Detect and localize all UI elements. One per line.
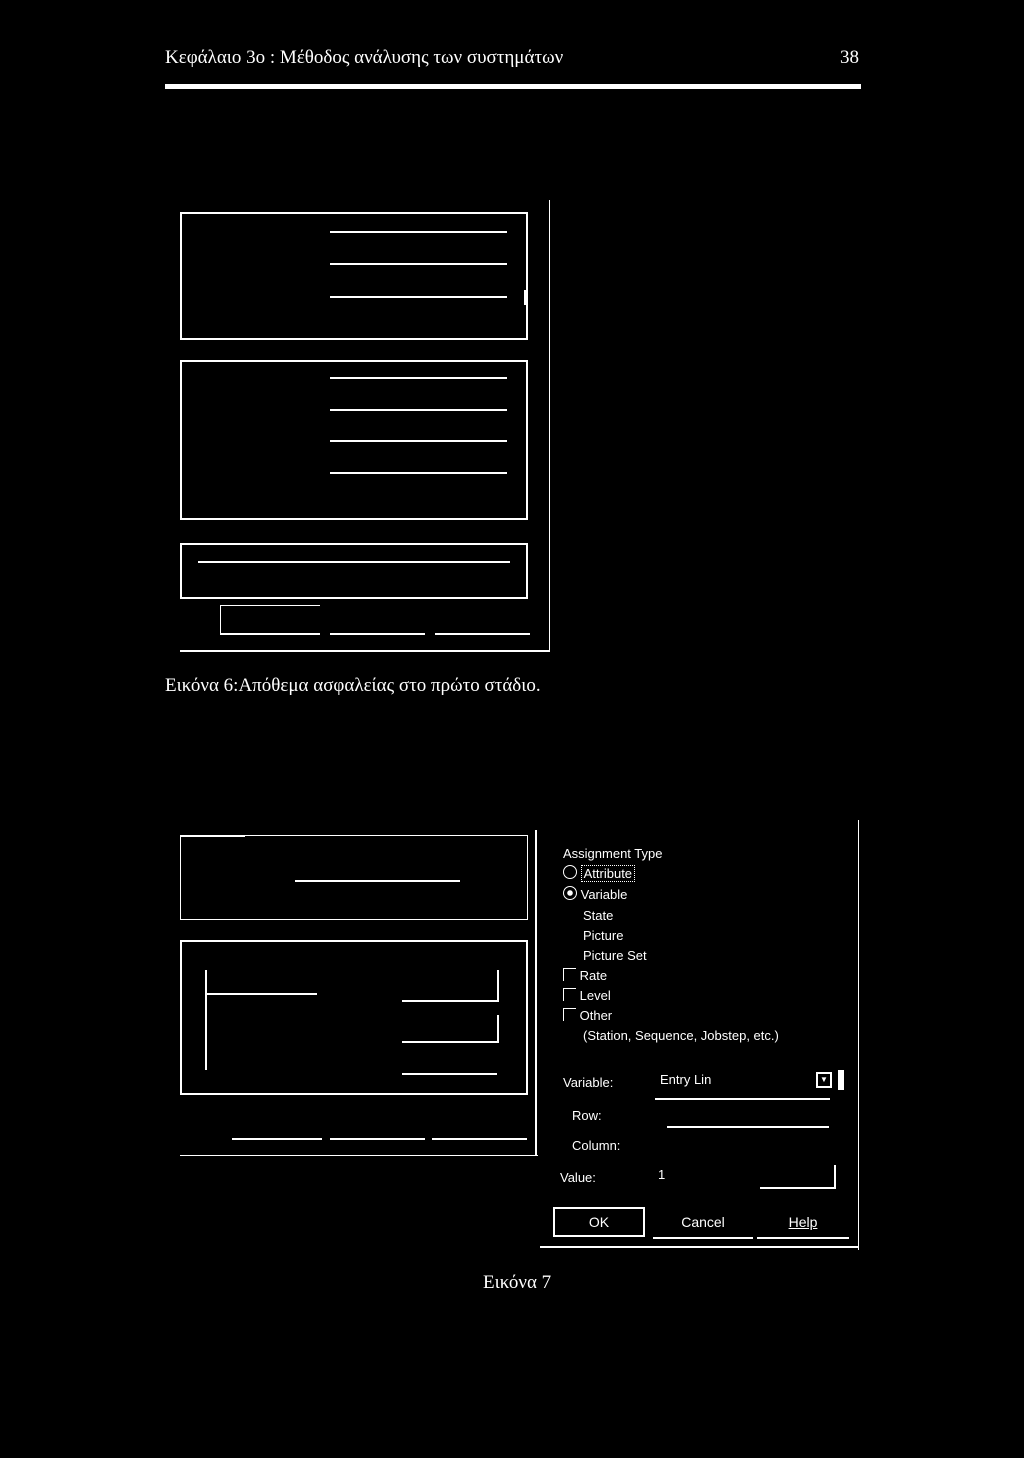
radio-attribute[interactable] bbox=[563, 865, 577, 879]
option-picture-set[interactable]: Picture Set bbox=[583, 948, 647, 963]
help-button[interactable]: Help bbox=[757, 1207, 849, 1239]
variable-select[interactable] bbox=[658, 1070, 846, 1092]
ok-button[interactable]: OK bbox=[553, 1207, 645, 1237]
row-input[interactable] bbox=[667, 1126, 829, 1128]
value-label: Value: bbox=[560, 1170, 596, 1185]
figure-6-image bbox=[180, 200, 550, 652]
option-state[interactable]: State bbox=[583, 908, 614, 923]
header-rule bbox=[165, 84, 861, 89]
column-label: Column: bbox=[572, 1138, 621, 1153]
chevron-down-icon[interactable]: ▼ bbox=[816, 1072, 832, 1088]
assignment-type-title: Assignment Type bbox=[563, 846, 663, 861]
page-number: 38 bbox=[840, 47, 859, 68]
radio-rate[interactable] bbox=[563, 968, 576, 981]
option-rate[interactable]: Rate bbox=[563, 968, 607, 983]
value-text: 1 bbox=[658, 1167, 666, 1182]
option-other[interactable]: Other bbox=[563, 1008, 612, 1023]
radio-variable[interactable] bbox=[563, 886, 577, 900]
option-level[interactable]: Level bbox=[563, 988, 611, 1003]
cancel-button[interactable]: Cancel bbox=[653, 1207, 753, 1239]
figure-7-caption: Εικόνα 7 bbox=[483, 1272, 552, 1293]
page-header-title: Κεφάλαιο 3ο : Μέθοδος ανάλυσης των συστημάτων bbox=[165, 47, 564, 68]
fig7-panel-middle bbox=[180, 940, 528, 1095]
option-attribute[interactable]: Attribute bbox=[563, 865, 635, 881]
option-picture[interactable]: Picture bbox=[583, 928, 624, 943]
variable-label: Variable: bbox=[563, 1075, 614, 1090]
row-label: Row: bbox=[572, 1108, 602, 1123]
radio-level[interactable] bbox=[563, 988, 576, 1001]
option-variable[interactable]: Variable bbox=[563, 886, 627, 902]
value-input[interactable] bbox=[760, 1165, 836, 1189]
figure-7-image bbox=[180, 820, 865, 1250]
variable-value: Entry Lin bbox=[660, 1072, 712, 1087]
figure-6-caption: Εικόνα 6:Απόθεμα ασφαλείας στο πρώτο στάδιο. bbox=[165, 675, 541, 696]
other-hint: (Station, Sequence, Jobstep, etc.) bbox=[583, 1028, 779, 1043]
figure6-panel-bottom bbox=[180, 543, 528, 599]
fig7-panel-top bbox=[180, 835, 528, 920]
radio-other[interactable] bbox=[563, 1008, 576, 1021]
